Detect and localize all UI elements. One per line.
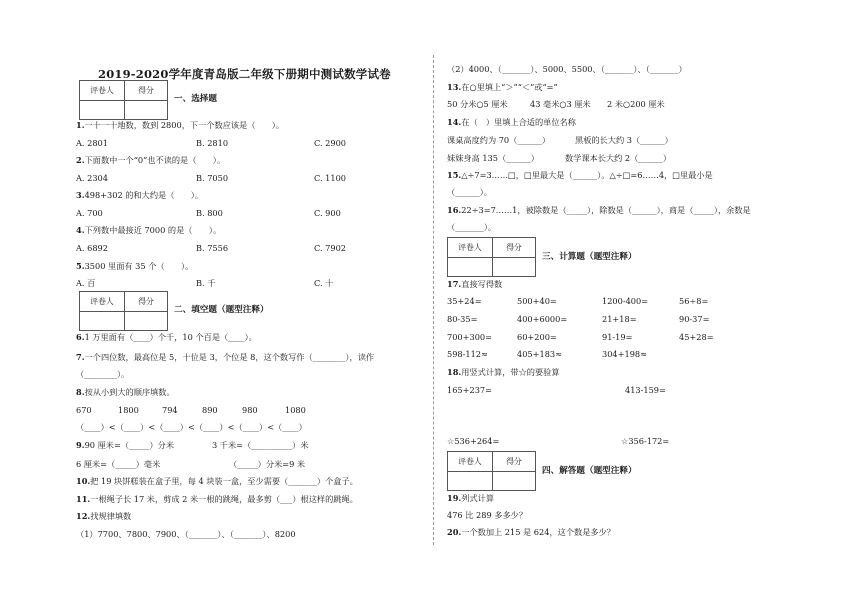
question-9-part-c: 6 厘米=（_____）毫米 — [76, 459, 161, 469]
q17-item: 500+40= — [517, 296, 557, 306]
question-10: 10.把 19 块饼糕装在盒子里，每 4 块装一盒，至少需要（_______）个盒子。 — [76, 476, 358, 486]
q17-item: 60+200= — [517, 332, 557, 342]
q4-option-b: B. 7556 — [196, 243, 229, 253]
question-5: 5.3500 里面有 35 个（ ）。 — [76, 261, 194, 271]
score-box-reviewer-label: 评卷人 — [90, 86, 114, 95]
q3-option-a: A. 700 — [76, 208, 103, 218]
q8-number: 794 — [162, 405, 178, 415]
q1-option-b: B. 2810 — [196, 138, 229, 148]
question-7: 7.一个四位数，最高位是 5，十位是 3，个位是 8，这个数写作（________），读作 — [76, 352, 375, 362]
q1-option-c: C. 2900 — [314, 138, 347, 148]
question-18: 18.用竖式计算，带☆的要验算 — [447, 367, 560, 377]
question-13: 13.在○里填上“＞”“＜”或“=” — [447, 82, 558, 92]
question-6: 6.1 万里面有（____）个千，10 个百是（____）。 — [76, 332, 257, 342]
q5-option-a: A. 百 — [76, 278, 96, 288]
score-box-4 — [447, 451, 536, 491]
page-title: 2019-2020学年度青岛版二年级下册期中测试数学试卷 — [98, 67, 391, 81]
q3-option-c: C. 900 — [314, 208, 341, 218]
q5-option-b: B. 千 — [196, 278, 216, 288]
score-box-score-label: 得分 — [506, 457, 522, 466]
q17-item: 21+18= — [602, 314, 637, 324]
score-box-score-label: 得分 — [506, 243, 522, 252]
score-box-1 — [79, 80, 168, 120]
question-15: 15.△÷7=3……□，□里最大是（______）。△÷□=6……4，□里最小是 — [447, 170, 713, 180]
q2-option-a: A. 2304 — [76, 173, 108, 183]
question-20: 20.一个数加上 215 是 624，这个数是多少？ — [447, 527, 615, 537]
q2-option-b: B. 7050 — [196, 173, 229, 183]
q14-part-c: 妹妹身高 135（______） — [447, 153, 539, 163]
section-heading-choice: 一、选择题 — [174, 94, 217, 104]
q17-item: 405+183≈ — [517, 349, 562, 359]
q17-item: 45+28= — [679, 332, 714, 342]
q17-item: 400+6000= — [517, 314, 568, 324]
left-column — [76, 0, 422, 609]
q4-option-c: C. 7902 — [314, 243, 347, 253]
q17-item: 1200-400= — [602, 296, 649, 306]
score-box-reviewer-label: 评卷人 — [458, 243, 482, 252]
q19-subquestion: 476 比 289 多多少？ — [447, 510, 528, 520]
question-11: 11.一根绳子长 17 米，剪成 2 米一根的跳绳，最多剪（___）根这样的跳绳。 — [76, 494, 358, 504]
question-15-continued: （______）。 — [447, 187, 493, 197]
question-16-continued: （_______）。 — [447, 222, 497, 232]
q2-option-c: C. 1100 — [314, 173, 347, 183]
section-heading-solve: 四、解答题（题型注释） — [542, 466, 637, 476]
question-12: 12.找规律填数 — [76, 511, 132, 521]
question-4: 4.下列数中最接近 7000 的是（ ）。 — [76, 225, 222, 235]
q5-option-c: C. 十 — [314, 278, 334, 288]
question-17: 17.直接写得数 — [447, 279, 503, 289]
question-9-part-a: 9.90 厘米=（_____）分米 — [76, 440, 175, 450]
right-column — [447, 0, 807, 609]
q17-item: 80-35= — [447, 314, 478, 324]
q17-item: 35+24= — [447, 296, 482, 306]
score-box-3 — [447, 237, 536, 277]
q14-part-d: 数学课本长大约 2（______） — [565, 153, 672, 163]
q18-part-a: 165+237= — [447, 385, 492, 395]
q8-number: 1800 — [118, 405, 139, 415]
score-box-2 — [79, 291, 168, 331]
score-box-reviewer-label: 评卷人 — [458, 457, 482, 466]
q17-item: 56÷8= — [679, 296, 709, 306]
section-heading-calc: 三、计算题（题型注释） — [542, 252, 637, 262]
question-19: 19.列式计算 — [447, 493, 495, 503]
q8-number: 980 — [242, 405, 258, 415]
q18-part-b: 413-159= — [625, 385, 666, 395]
q17-item: 90-37= — [679, 314, 710, 324]
q12-row-2: （2）4000、（_______）、5000、5500、（_______）、（_______） — [447, 64, 687, 74]
score-box-score-label: 得分 — [138, 86, 154, 95]
score-box-reviewer-label: 评卷人 — [90, 297, 114, 306]
question-9-part-d: （_____）分米=9 米 — [229, 459, 306, 469]
question-8: 8.按从小到大的顺序填数。 — [76, 387, 175, 397]
q8-answer-blanks: （____）<（____）<（____）<（____）<（____）<（____） — [76, 422, 307, 432]
q14-part-b: 黑板的长大约 3（______） — [575, 135, 673, 145]
q12-row-1: （1）7700、7800、7900、（_______）、（_______）、8200 — [76, 529, 296, 539]
score-box-score-label: 得分 — [138, 297, 154, 306]
q8-number: 890 — [202, 405, 218, 415]
q1-option-a: A. 2801 — [76, 138, 108, 148]
q17-item: 91-19= — [602, 332, 633, 342]
q3-option-b: B. 800 — [196, 208, 223, 218]
q17-item: 700+300= — [447, 332, 492, 342]
question-7-continued: （________）。 — [76, 369, 130, 379]
q13-item: 2 米○200 厘米 — [607, 99, 665, 109]
question-1: 1.一十一十地数，数到 2800，下一个数应该是（ ）。 — [76, 120, 285, 130]
q13-item: 50 分米○5 厘米 — [447, 99, 508, 109]
q4-option-a: A. 6892 — [76, 243, 108, 253]
question-2: 2.下面数中一个“0”也不读的是（ ）。 — [76, 155, 226, 165]
q8-number: 670 — [76, 405, 92, 415]
q13-item: 43 毫米○3 厘米 — [530, 99, 591, 109]
q18-part-d: ☆356-172= — [621, 436, 670, 446]
q17-item: 304+198≈ — [602, 349, 647, 359]
question-3: 3.498+302 的和大约是（ ）。 — [76, 190, 204, 200]
page-divider — [433, 55, 434, 545]
q8-number: 1080 — [285, 405, 306, 415]
q17-item: 598-112≈ — [447, 349, 488, 359]
section-heading-fill: 二、填空题（题型注释） — [174, 305, 269, 315]
question-9-part-b: 3 千米=（__________）米 — [212, 440, 309, 450]
question-16: 16.22÷3=7……1，被除数是（_____），除数是（______），商是（_____），余数是 — [447, 205, 751, 215]
q14-part-a: 课桌高度约为 70（______） — [447, 135, 551, 145]
question-14: 14.在（ ）里填上合适的单位名称 — [447, 117, 576, 127]
q18-part-c: ☆536+264= — [447, 436, 500, 446]
